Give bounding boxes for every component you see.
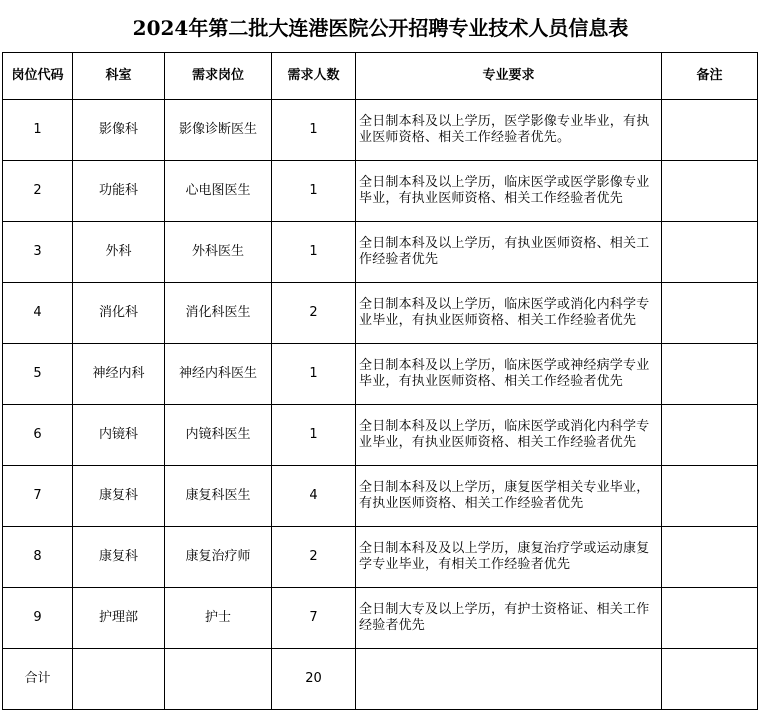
table-row: [3, 344, 758, 405]
header-dept: 科室: [73, 53, 165, 100]
total-empty-requirement: [356, 649, 662, 710]
cell-requirement: 全日制本科及以上学历，临床医学或神经病学专业毕业，有执业医师资格、相关工作经验者优先: [356, 344, 662, 405]
cell-position: 外科医生: [165, 222, 272, 283]
cell-count: 7: [272, 588, 356, 649]
cell-requirement: 全日制本科及以上学历，临床医学或医学影像专业毕业，有执业医师资格、相关工作经验者优先: [356, 161, 662, 222]
cell-requirement: 全日制本科及以上学历，临床医学或消化内科学专业毕业，有执业医师资格、相关工作经验者优先: [356, 283, 662, 344]
cell-position: 消化科医生: [165, 283, 272, 344]
header-note: 备注: [662, 53, 758, 100]
header-row: [3, 53, 758, 100]
cell-dept: 影像科: [73, 100, 165, 161]
header-position: 需求岗位: [165, 53, 272, 100]
cell-code: 5: [3, 344, 73, 405]
cell-note: [662, 527, 758, 588]
table-row: [3, 100, 758, 161]
cell-code: 4: [3, 283, 73, 344]
header-code: 岗位代码: [3, 53, 73, 100]
header-requirement: 专业要求: [356, 53, 662, 100]
header-count: 需求人数: [272, 53, 356, 100]
cell-requirement: 全日制本科及以上学历，临床医学或消化内科学专业毕业，有执业医师资格、相关工作经验者优先: [356, 405, 662, 466]
total-row: [3, 649, 758, 710]
table-row: [3, 405, 758, 466]
total-empty-dept: [73, 649, 165, 710]
cell-dept: 外科: [73, 222, 165, 283]
table-row: [3, 222, 758, 283]
cell-count: 1: [272, 344, 356, 405]
cell-count: 1: [272, 161, 356, 222]
cell-note: [662, 100, 758, 161]
cell-position: 神经内科医生: [165, 344, 272, 405]
cell-note: [662, 588, 758, 649]
cell-code: 9: [3, 588, 73, 649]
cell-requirement: 全日制大专及以上学历，有护士资格证、相关工作经验者优先: [356, 588, 662, 649]
cell-requirement: 全日制本科及以上学历，医学影像专业毕业，有执业医师资格、相关工作经验者优先。: [356, 100, 662, 161]
cell-dept: 功能科: [73, 161, 165, 222]
cell-note: [662, 161, 758, 222]
cell-dept: 康复科: [73, 527, 165, 588]
cell-dept: 消化科: [73, 283, 165, 344]
cell-note: [662, 405, 758, 466]
cell-code: 7: [3, 466, 73, 527]
cell-position: 护士: [165, 588, 272, 649]
cell-count: 1: [272, 222, 356, 283]
cell-code: 2: [3, 161, 73, 222]
cell-code: 3: [3, 222, 73, 283]
total-count: 20: [272, 649, 356, 710]
cell-count: 2: [272, 283, 356, 344]
cell-count: 1: [272, 405, 356, 466]
cell-dept: 康复科: [73, 466, 165, 527]
total-label: 合计: [3, 649, 73, 710]
cell-note: [662, 283, 758, 344]
total-empty-position: [165, 649, 272, 710]
cell-note: [662, 466, 758, 527]
cell-dept: 内镜科: [73, 405, 165, 466]
total-empty-note: [662, 649, 758, 710]
cell-dept: 护理部: [73, 588, 165, 649]
cell-dept: 神经内科: [73, 344, 165, 405]
cell-code: 8: [3, 527, 73, 588]
table-row: [3, 527, 758, 588]
cell-code: 6: [3, 405, 73, 466]
cell-note: [662, 222, 758, 283]
cell-count: 1: [272, 100, 356, 161]
cell-position: 康复治疗师: [165, 527, 272, 588]
cell-requirement: 全日制本科及以上学历，有执业医师资格、相关工作经验者优先: [356, 222, 662, 283]
cell-position: 内镜科医生: [165, 405, 272, 466]
cell-note: [662, 344, 758, 405]
cell-position: 心电图医生: [165, 161, 272, 222]
recruitment-table: [2, 52, 758, 710]
cell-count: 2: [272, 527, 356, 588]
cell-position: 康复科医生: [165, 466, 272, 527]
cell-code: 1: [3, 100, 73, 161]
cell-count: 4: [272, 466, 356, 527]
table-row: [3, 466, 758, 527]
cell-requirement: 全日制本科及及以上学历，康复治疗学或运动康复学专业毕业，有相关工作经验者优先: [356, 527, 662, 588]
table-row: [3, 588, 758, 649]
cell-position: 影像诊断医生: [165, 100, 272, 161]
table-row: [3, 283, 758, 344]
cell-requirement: 全日制本科及以上学历，康复医学相关专业毕业，有执业医师资格、相关工作经验者优先: [356, 466, 662, 527]
table-row: [3, 161, 758, 222]
page-title: 2024年第二批大连港医院公开招聘专业技术人员信息表: [132, 15, 629, 40]
